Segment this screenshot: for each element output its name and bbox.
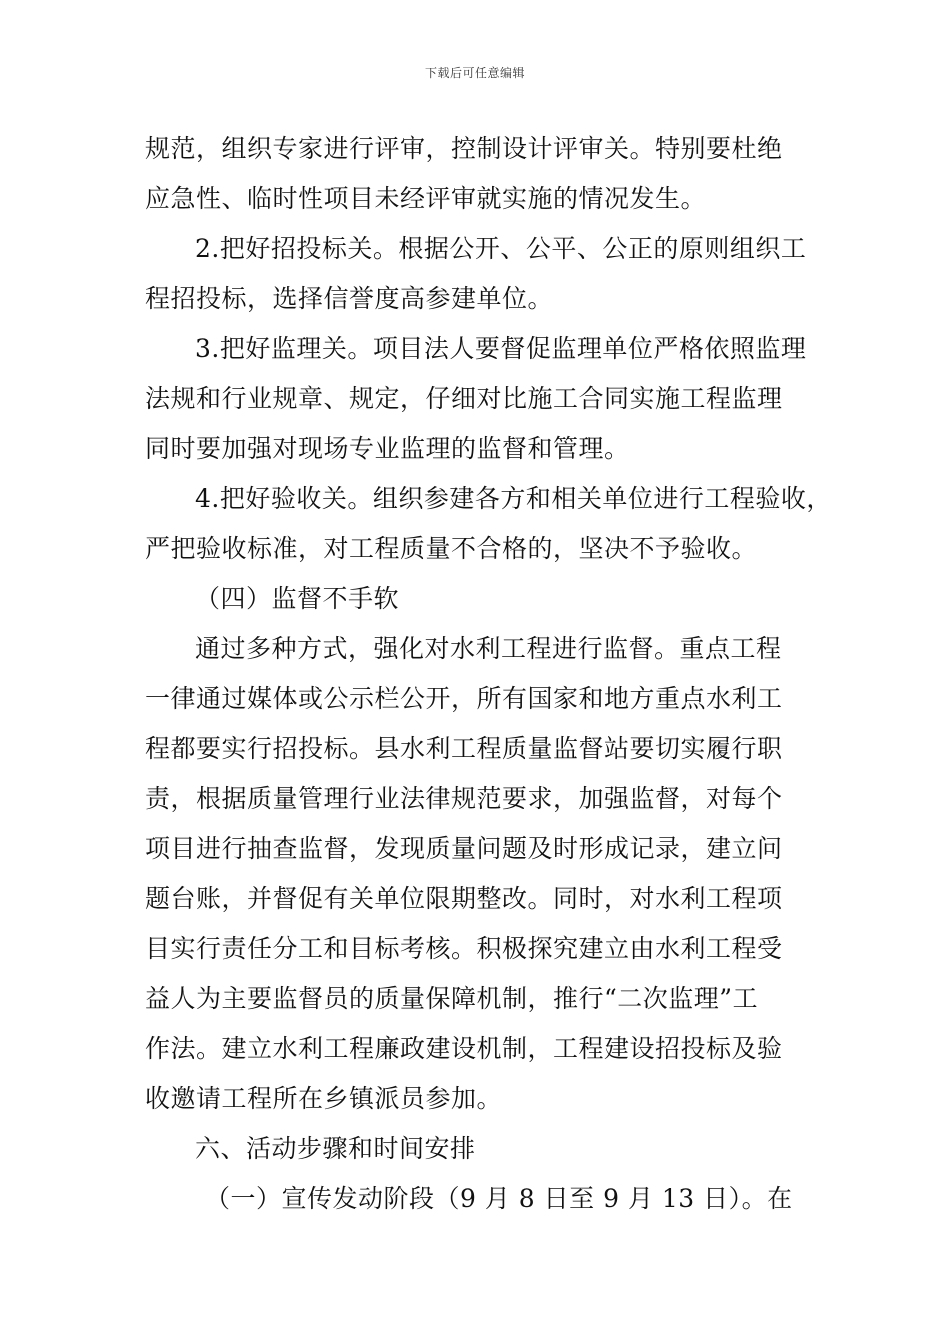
text-line: 程招投标，选择信誉度高参建单位。 — [145, 284, 554, 313]
text-line: 作法。建立水利工程廉政建设机制，工程建设招投标及验 — [145, 1034, 783, 1063]
text-line: 规范，组织专家进行评审，控制设计评审关。特别要杜绝 — [145, 134, 783, 163]
text-line: 法规和行业规章、规定，仔细对比施工合同实施工程监理 — [145, 384, 783, 413]
text-line: 程都要实行招投标。县水利工程质量监督站要切实履行职 — [145, 734, 783, 763]
text-line: 项目进行抽查监督，发现质量问题及时形成记录，建立问 — [145, 834, 783, 863]
text-line: 2.把好招投标关。根据公开、公平、公正的原则组织工 — [195, 234, 807, 263]
text-line: 收邀请工程所在乡镇派员参加。 — [145, 1084, 503, 1113]
text-line: 4.把好验收关。组织参建各方和相关单位进行工程验收， — [195, 484, 832, 513]
text-line: （一）宣传发动阶段（9 月 8 日至 9 月 13 日）。在 — [205, 1184, 793, 1213]
text-line: 严把验收标准，对工程质量不合格的，坚决不予验收。 — [145, 534, 758, 563]
text-line: 题台账，并督促有关单位限期整改。同时，对水利工程项 — [145, 884, 783, 913]
header-note: 下载后可任意编辑 — [424, 66, 525, 80]
section-heading: 六、活动步骤和时间安排 — [195, 1134, 476, 1163]
section-heading: （四）监督不手软 — [195, 584, 400, 613]
text-line: 责，根据质量管理行业法律规范要求，加强监督，对每个 — [145, 784, 783, 813]
text-line: 同时要加强对现场专业监理的监督和管理。 — [145, 434, 630, 463]
text-line: 3.把好监理关。项目法人要督促监理单位严格依照监理 — [195, 334, 807, 363]
text-line: 应急性、临时性项目未经评审就实施的情况发生。 — [145, 184, 707, 213]
text-line: 通过多种方式，强化对水利工程进行监督。重点工程 — [195, 634, 782, 663]
text-line: 益人为主要监督员的质量保障机制，推行“二次监理”工 — [145, 984, 759, 1013]
text-line: 目实行责任分工和目标考核。积极探究建立由水利工程受 — [145, 934, 783, 963]
text-line: 一律通过媒体或公示栏公开，所有国家和地方重点水利工 — [145, 684, 783, 713]
